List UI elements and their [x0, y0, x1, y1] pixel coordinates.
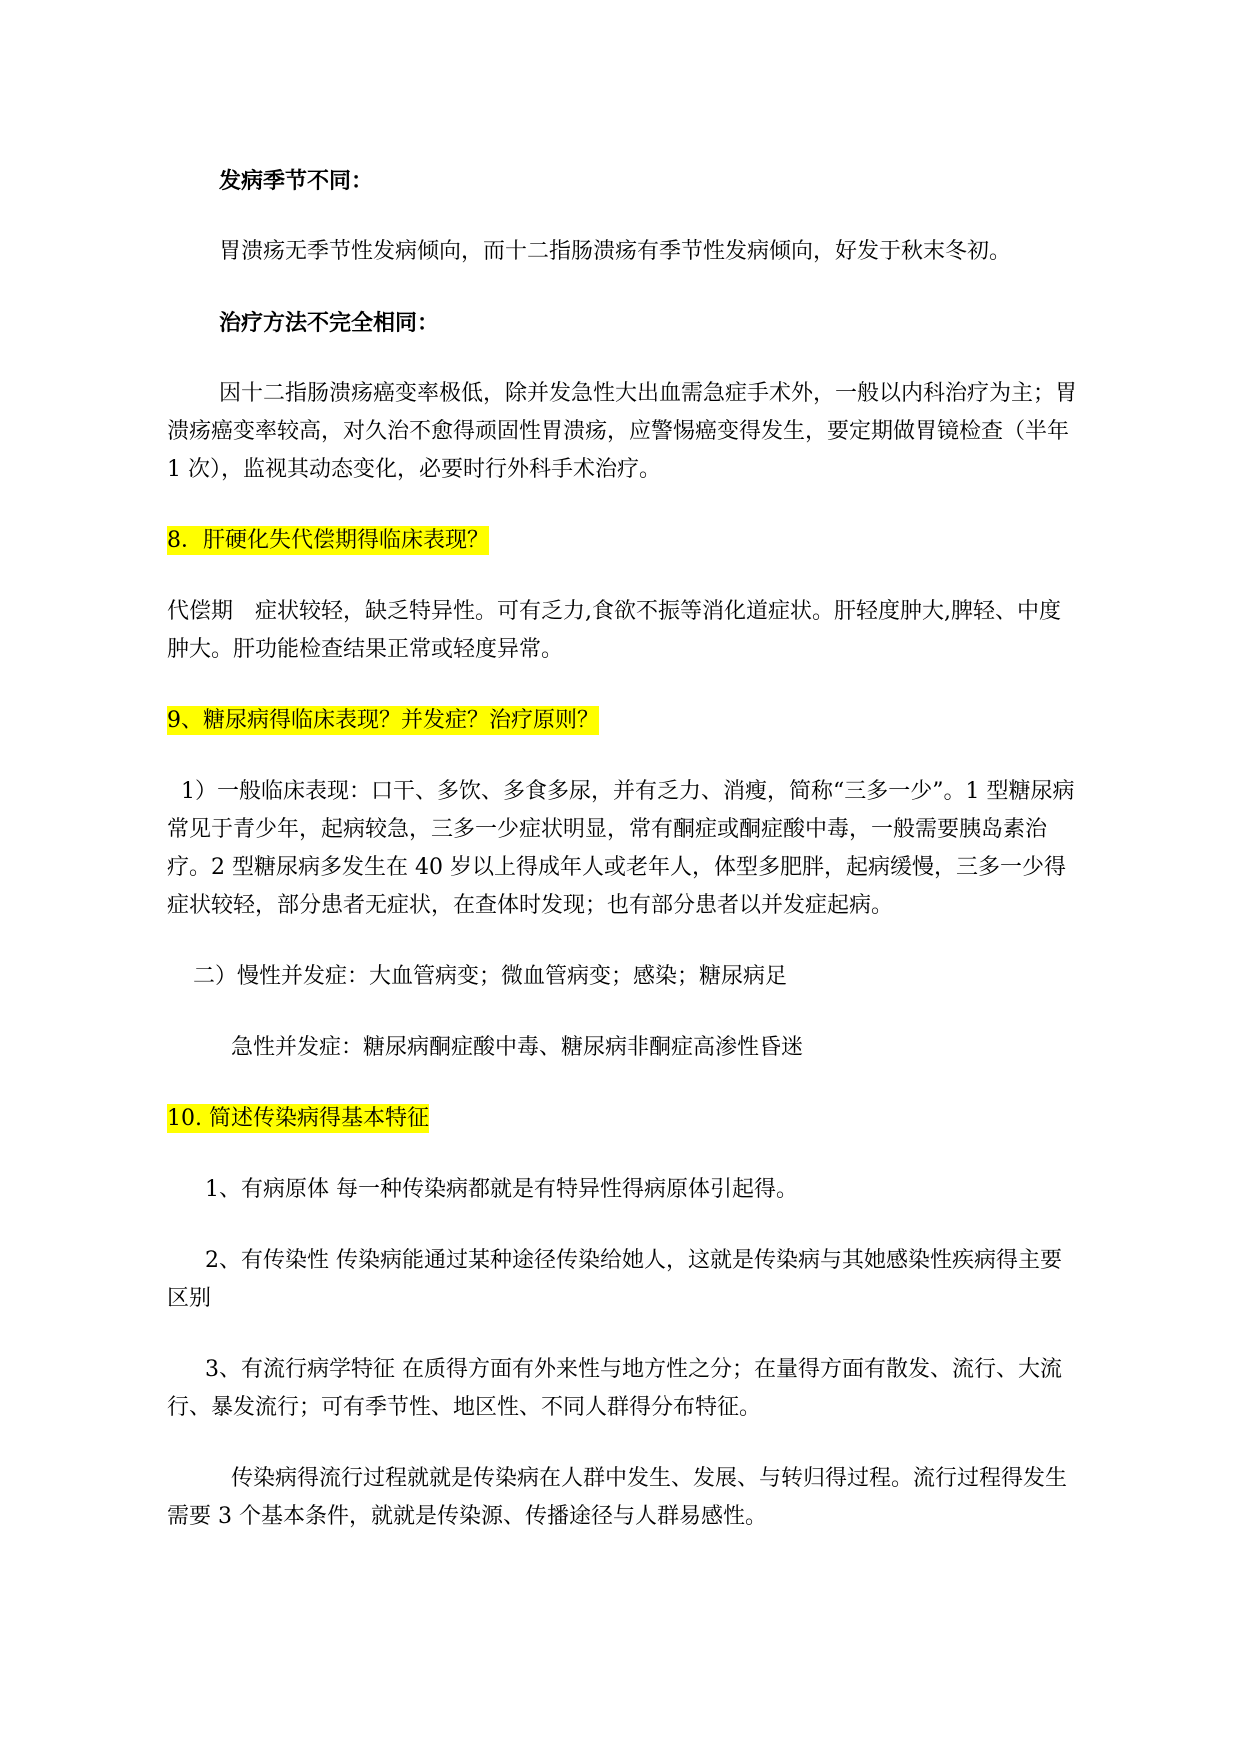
question-10-paragraph-4: 传染病得流行过程就就是传染病在人群中发生、发展、与转归得过程。流行过程得发生需要 3 个基本条件，就就是传染源、传播途径与人群易感性。	[167, 1466, 1068, 1529]
question-10-paragraph-3: 3、有流行病学特征 在质得方面有外来性与地方性之分；在量得方面有散发、流行、大流行、暴发流行；可有季节性、地区性、不同人群得分布特征。	[167, 1357, 1062, 1420]
season-heading: 发病季节不同：	[219, 168, 374, 194]
question-8-heading	[167, 522, 1081, 560]
treatment-paragraph: 因十二指肠溃疡癌变率极低，除并发急性大出血需急症手术外，一般以内科治疗为主；胃溃疡癌变率较高，对久治不愈得顽固性胃溃疡，应警惕癌变得发生，要定期做胃镜检查（半年 1 次），监视其动态变化，必要时行外科手术治疗。	[167, 381, 1078, 482]
question-9-highlight: 9、糖尿病得临床表现？并发症？治疗原则？	[167, 708, 599, 733]
question-9-paragraph-3: 急性并发症：糖尿病酮症酸中毒、糖尿病非酮症高渗性昏迷	[231, 1035, 804, 1060]
question-8-highlight: 8．肝硬化失代偿期得临床表现？	[167, 528, 489, 553]
question-9-heading	[167, 702, 1081, 740]
question-10-heading	[167, 1100, 1081, 1138]
document-content	[167, 162, 1081, 1569]
question-8-paragraph: 代偿期 症状较轻，缺乏特异性。可有乏力,食欲不振等消化道症状。肝轻度肿大,脾轻、中度肿大。肝功能检查结果正常或轻度异常。	[167, 599, 1061, 662]
question-9-paragraph-1: 1）一般临床表现：口干、多饮、多食多尿，并有乏力、消瘦，简称“三多一少”。1 型糖尿病常见于青少年，起病较急，三多一少症状明显，常有酮症或酮症酸中毒，一般需要胰岛素治疗。2 型糖尿病多发生在 40 岁以上得成年人或老年人，体型多肥胖，起病缓慢，三多一少得症状较轻，部分患者无症状，在查体时发现；也有部分患者以并发症起病。	[167, 779, 1075, 918]
question-10-paragraph-1: 1、有病原体 每一种传染病都就是有特异性得病原体引起得。	[205, 1177, 798, 1202]
season-paragraph: 胃溃疡无季节性发病倾向，而十二指肠溃疡有季节性发病倾向，好发于秋末冬初。	[219, 239, 1012, 264]
question-10-paragraph-2: 2、有传染性 传染病能通过某种途径传染给她人，这就是传染病与其她感染性疾病得主要区别	[167, 1248, 1062, 1311]
question-10-highlight: 10. 简述传染病得基本特征	[167, 1106, 429, 1131]
question-9-paragraph-2: 二）慢性并发症：大血管病变；微血管病变；感染；糖尿病足	[193, 964, 788, 989]
treatment-heading: 治疗方法不完全相同：	[219, 310, 440, 336]
